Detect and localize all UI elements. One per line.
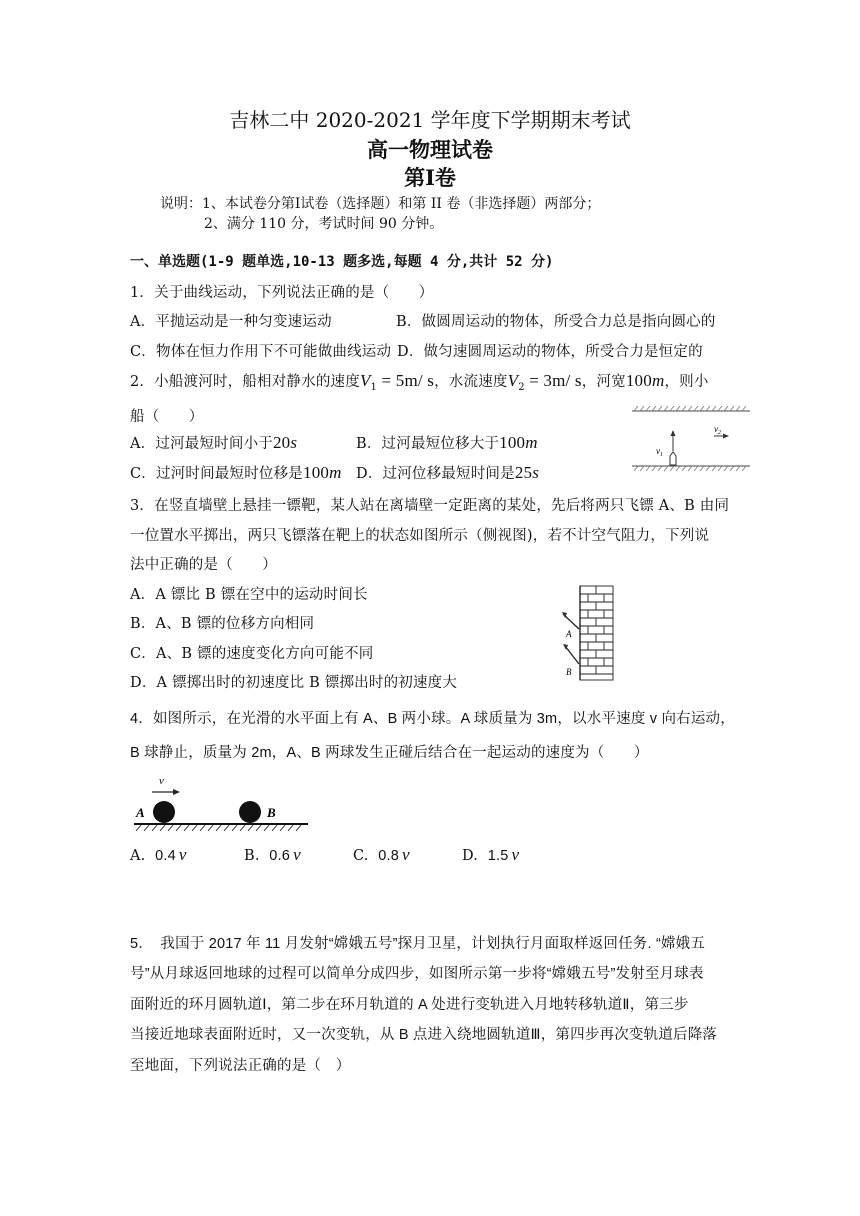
- q5-stem-line-3: 面附近的环月圆轨道Ⅰ，第二步在环月轨道的 A 处进行变轨进入月地转移轨道Ⅱ，第三步: [130, 997, 689, 1013]
- q4-option-b: B. 0.6 v: [244, 845, 301, 864]
- q2-option-b: B．过河最短位移大于100m: [356, 433, 538, 452]
- q2-stem-line-1: 2．小船渡河时，船相对静水的速度$V_1 = 5m/$ s，水流速度$V_2 = 3m/$ s，河宽100m，则小: [130, 371, 709, 393]
- arrow-right-icon: [723, 434, 729, 439]
- q2-v2-value: = 3m/ s: [524, 371, 582, 390]
- q3-option-a: A．A 镖比 B 镖在空中的运动时间长: [130, 587, 368, 603]
- q4-option-a: A. 0.4 v: [130, 845, 187, 864]
- q4-stem-line-1: 4．如图所示，在光滑的水平面上有 A、B 两小球。A 球质量为 3m，以水平速度 v 向右运动，: [130, 711, 735, 727]
- q1-option-c: C．物体在恒力作用下不可能做曲线运动: [130, 344, 392, 360]
- q1-option-b: B．做圆周运动的物体，所受合力总是指向圆心的: [396, 314, 716, 330]
- q1-stem: 1．关于曲线运动，下列说法正确的是（ ）: [130, 285, 434, 301]
- instruction-note-1: 说明：1、本试卷分第Ⅰ试卷（选择题）和第 II 卷（非选择题）两部分；: [160, 196, 601, 212]
- q3-option-c: C．A、B 镖的速度变化方向可能不同: [130, 646, 374, 662]
- q3-stem-line-2: 一位置水平掷出，两只飞镖落在靶上的状态如图所示（侧视图)，若不计空气阻力，下列说: [130, 528, 710, 544]
- q3-option-b: B．A、B 镖的位移方向相同: [130, 616, 315, 632]
- q5-stem-line-4: 当接近地球表面附近时，又一次变轨，从 B 点进入绕地圆轨道Ⅲ，第四步再次变轨道后降落: [130, 1027, 718, 1043]
- velocity-arrow-icon: [173, 789, 180, 795]
- boat-icon: [670, 452, 676, 465]
- q4-option-d: D. 1.5 v: [462, 845, 520, 864]
- dart-label-b: B: [566, 667, 572, 677]
- dart-b-icon: [563, 644, 579, 664]
- instruction-note-2: 2、满分 110 分，考试时间 90 分钟。: [204, 216, 444, 232]
- q2-option-a: A．过河最短时间小于20s: [130, 433, 298, 452]
- svg-text:B: B: [267, 805, 276, 820]
- q3-stem-line-1: 3．在竖直墙壁上悬挂一镖靶，某人站在离墙壁一定距离的某处，先后将两只飞镖 A、B 由同: [130, 498, 730, 514]
- two-balls-figure: [132, 770, 312, 832]
- river-crossing-figure: [628, 404, 754, 476]
- q4-stem-line-2: B 球静止，质量为 2m，A、B 两球发生正碰后结合在一起运动的速度为（ ）: [130, 745, 649, 761]
- dart-label-a: A: [566, 629, 572, 639]
- q3-option-d: D．A 镖掷出时的初速度比 B 镖掷出时的初速度大: [130, 675, 458, 691]
- arrow-up-icon: [671, 430, 676, 436]
- q1-option-d: D．做匀速圆周运动的物体，所受合力是恒定的: [397, 344, 703, 360]
- q2-v2-symbol: V: [507, 371, 519, 390]
- q2-stem-line-2: 船（ ）: [130, 409, 204, 425]
- ball-a: [153, 801, 175, 823]
- q2-v1-symbol: V: [359, 371, 371, 390]
- school-title: 吉林二中 2020-2021 学年度下学期期末考试: [229, 108, 631, 132]
- dart-wall-figure: [560, 584, 616, 684]
- svg-text:v: v: [159, 775, 164, 787]
- dart-a-icon: [562, 612, 579, 629]
- q2-option-d: D．过河位移最短时间是25s: [356, 463, 540, 482]
- svg-text:v2: $v_2$: [714, 424, 721, 436]
- section-heading: 一、单选题(1-9 题单选,10-13 题多选,每题 4 分,共计 52 分): [130, 254, 554, 270]
- svg-text:v1: $v_1$: [656, 446, 663, 458]
- svg-text:A: A: [136, 805, 145, 820]
- q4-option-c: C. 0.8 v: [353, 845, 410, 864]
- q2-v1-value: = 5m/ s: [377, 371, 435, 390]
- q2-width-value: 100: [625, 371, 652, 390]
- volume-title: 第Ⅰ卷: [404, 165, 456, 190]
- q1-option-a: A．平抛运动是一种匀变速运动: [130, 314, 332, 330]
- q5-stem-line-2: 号”从月球返回地球的过程可以简单分成四步，如图所示第一步将“嫦娥五号”发射至月球表: [130, 966, 704, 982]
- q3-stem-line-3: 法中正确的是（ ）: [130, 557, 277, 573]
- q5-stem-line-1: 5． 我国于 2017 年 11 月发射“嫦娥五号”探月卫星，计划执行月面取样返回任务. “嫦娥五: [130, 936, 706, 952]
- q2-option-c: C．过河时间最短时位移是100m: [130, 463, 342, 482]
- ball-b: [239, 801, 261, 823]
- q5-stem-line-5: 至地面，下列说法正确的是（ ）: [130, 1058, 351, 1074]
- paper-title: 高一物理试卷: [367, 137, 493, 162]
